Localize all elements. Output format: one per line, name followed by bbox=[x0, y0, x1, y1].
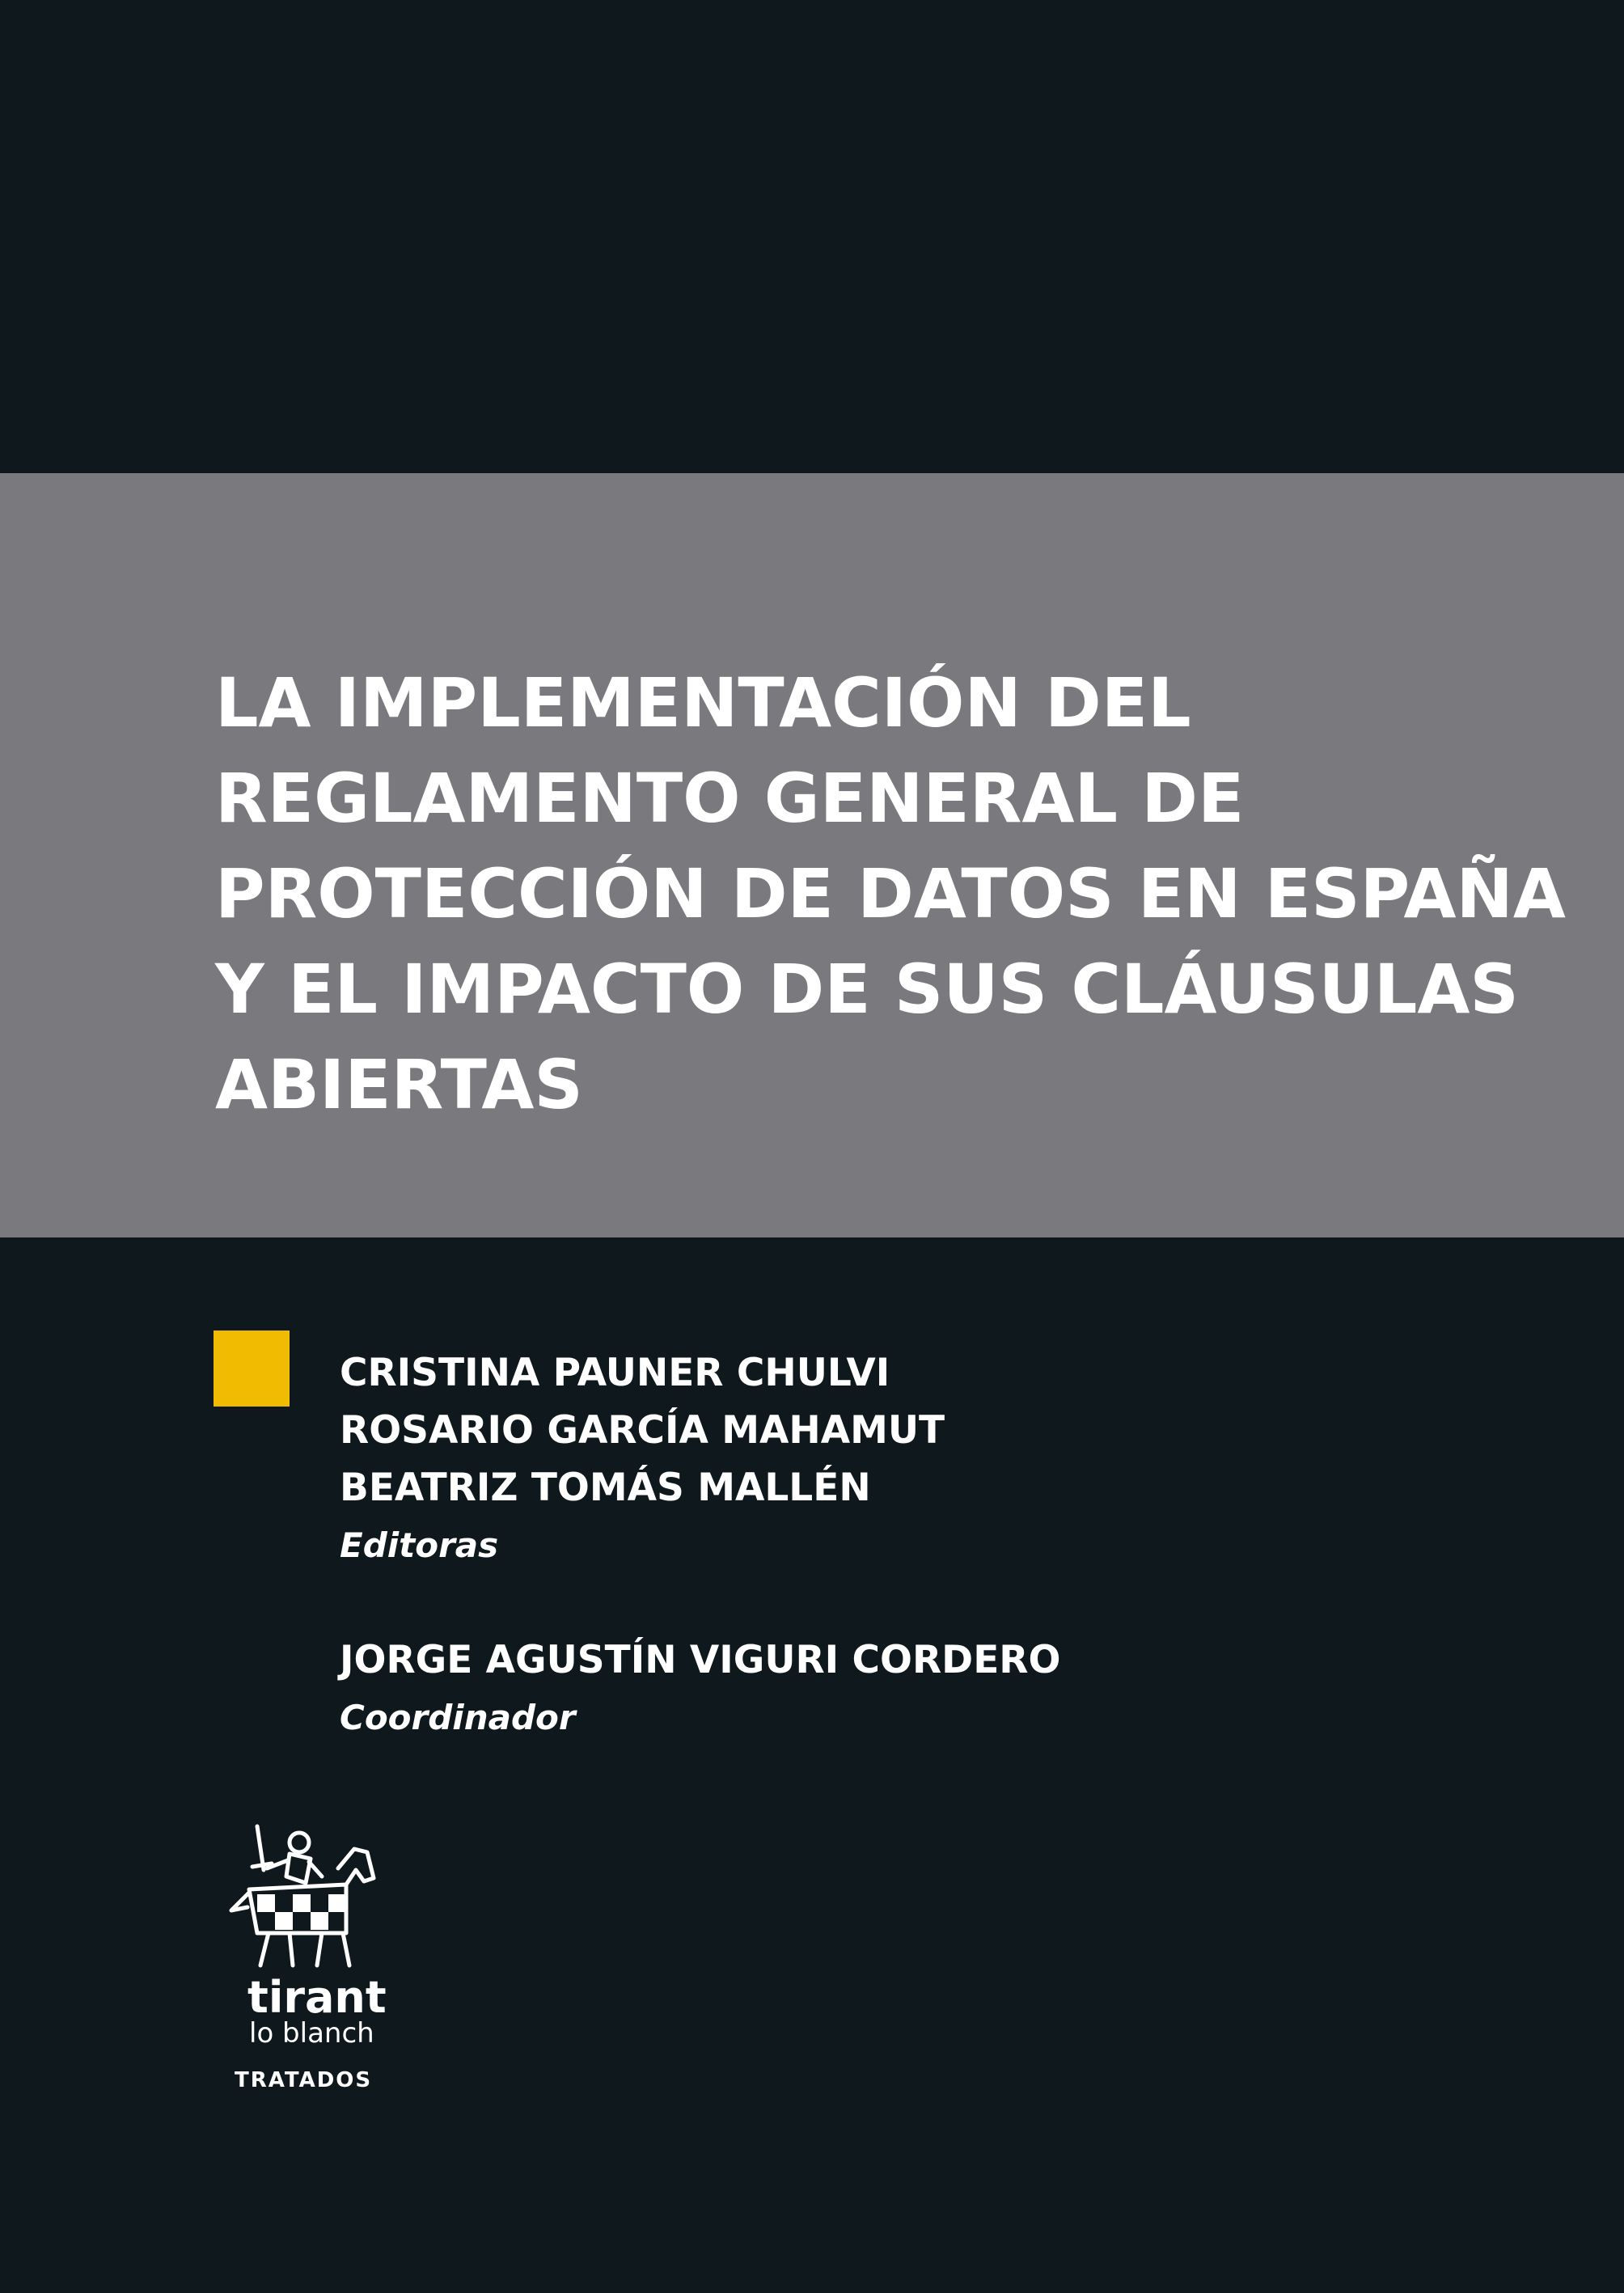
coordinator-group bbox=[340, 1631, 1472, 1747]
title-line: REGLAMENTO GENERAL DE bbox=[215, 759, 1245, 838]
title-line: ABIERTAS bbox=[215, 1045, 583, 1124]
publisher-name-line2: lo blanch bbox=[249, 2017, 374, 2050]
title-line: LA IMPLEMENTACIÓN DEL bbox=[215, 663, 1191, 742]
coordinator-name: JORGE AGUSTÍN VIGURI CORDERO bbox=[340, 1638, 1061, 1682]
coordinator-role: Coordinador bbox=[340, 1698, 576, 1737]
editors-group bbox=[340, 1344, 1472, 1575]
contributors bbox=[340, 1344, 1472, 1747]
editor-name: ROSARIO GARCÍA MAHAMUT bbox=[340, 1408, 945, 1453]
publisher-logo bbox=[225, 1820, 387, 2095]
publisher-name-line1: tirant bbox=[247, 1972, 387, 2023]
title-line: Y EL IMPACTO DE SUS CLÁUSULAS bbox=[215, 950, 1519, 1029]
accent-square bbox=[214, 1331, 290, 1407]
collection-label: TRATADOS bbox=[235, 2068, 373, 2092]
title-line: PROTECCIÓN DE DATOS EN ESPAÑA bbox=[215, 854, 1566, 933]
knight-on-checkered-horse-icon bbox=[225, 1820, 387, 1974]
editors-role: Editoras bbox=[340, 1525, 499, 1565]
editor-name: BEATRIZ TOMÁS MALLÉN bbox=[340, 1466, 871, 1510]
book-title bbox=[215, 655, 1590, 1132]
editor-name: CRISTINA PAUNER CHULVI bbox=[340, 1351, 890, 1395]
